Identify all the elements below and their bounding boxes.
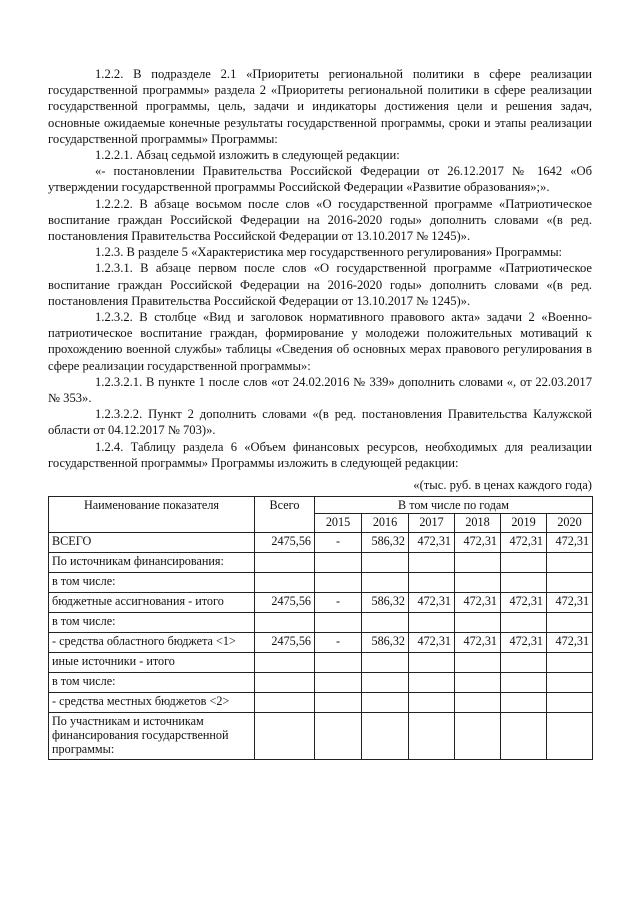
- row-value: 472,31: [547, 533, 593, 553]
- header-year: 2018: [455, 514, 501, 533]
- row-value: [315, 673, 362, 693]
- row-value: [362, 713, 409, 760]
- row-value: [315, 613, 362, 633]
- row-value: [501, 713, 547, 760]
- row-value: [362, 613, 409, 633]
- row-value: [501, 553, 547, 573]
- row-value: 472,31: [455, 633, 501, 653]
- row-value: -: [315, 633, 362, 653]
- table-row: [49, 673, 593, 693]
- row-value: 472,31: [409, 633, 455, 653]
- row-name: ВСЕГО: [49, 533, 255, 553]
- row-name: По источникам финансирования:: [49, 553, 255, 573]
- row-value: [409, 613, 455, 633]
- row-value: 472,31: [547, 633, 593, 653]
- table-header-row: [49, 497, 593, 514]
- paragraph-1-2-2-2: 1.2.2.2. В абзаце восьмом после слов «О государственной программе «Патриотическое воспитание граждан Российской Федерации на 2016-2020 годы» дополнить словами «(в ред. постановления Правительства Российской Федерации от 13.10.2017 № 1245)».: [48, 196, 592, 244]
- row-value: [455, 573, 501, 593]
- row-value: [315, 713, 362, 760]
- row-value: [362, 653, 409, 673]
- finance-table: [48, 496, 593, 760]
- paragraph-1-2-3-2-2: 1.2.3.2.2. Пункт 2 дополнить словами «(в ред. постановления Правительства Калужской области от 04.12.2017 № 703)».: [48, 407, 592, 438]
- row-value: [455, 693, 501, 713]
- row-value: 472,31: [501, 533, 547, 553]
- document-page: [48, 66, 592, 760]
- row-value: 586,32: [362, 593, 409, 613]
- row-value: [455, 713, 501, 760]
- row-name: - средства местных бюджетов <2>: [49, 693, 255, 713]
- row-value: [547, 693, 593, 713]
- row-value: [501, 673, 547, 693]
- row-name: в том числе:: [49, 613, 255, 633]
- row-value: [501, 573, 547, 593]
- row-value: 472,31: [501, 633, 547, 653]
- header-year: 2020: [547, 514, 593, 533]
- row-value: [409, 553, 455, 573]
- row-value: 472,31: [455, 533, 501, 553]
- row-value: -: [315, 533, 362, 553]
- table-row: [49, 573, 593, 593]
- header-year: 2016: [362, 514, 409, 533]
- header-year: 2017: [409, 514, 455, 533]
- table-row: [49, 613, 593, 633]
- row-total: [255, 693, 315, 713]
- row-total: 2475,56: [255, 633, 315, 653]
- table-row: [49, 553, 593, 573]
- row-value: 472,31: [501, 593, 547, 613]
- paragraph-1-2-3-1: 1.2.3.1. В абзаце первом после слов «О государственной программе «Патриотическое воспитание граждан Российской Федерации на 2016-2020 годы» дополнить словами «(в ред. постановления Правительства Российской Федерации от 13.10.2017 № 1245)».: [48, 261, 592, 308]
- row-value: [362, 553, 409, 573]
- row-value: [315, 573, 362, 593]
- row-value: [409, 573, 455, 593]
- row-value: [501, 613, 547, 633]
- paragraph-1-2-3-2-1: 1.2.3.2.1. В пункте 1 после слов «от 24.02.2016 № 339» дополнить словами «, от 22.03.2017 № 353».: [48, 374, 592, 406]
- row-value: 586,32: [362, 533, 409, 553]
- row-value: [547, 613, 593, 633]
- row-value: 472,31: [409, 593, 455, 613]
- row-value: [362, 673, 409, 693]
- row-total: [255, 553, 315, 573]
- paragraph-1-2-4: 1.2.4. Таблицу раздела 6 «Объем финансовых ресурсов, необходимых для реализации государственной программы» Программы изложить в следующей редакции:: [48, 439, 592, 470]
- row-value: [409, 653, 455, 673]
- row-value: 586,32: [362, 633, 409, 653]
- row-name: - средства областного бюджета <1>: [49, 633, 255, 653]
- row-value: [547, 553, 593, 573]
- row-value: [315, 553, 362, 573]
- row-name: в том числе:: [49, 573, 255, 593]
- row-value: -: [315, 593, 362, 613]
- row-value: [547, 713, 593, 760]
- row-total: 2475,56: [255, 593, 315, 613]
- row-total: [255, 713, 315, 760]
- row-total: [255, 573, 315, 593]
- header-total: Всего: [255, 497, 315, 533]
- row-value: [455, 673, 501, 693]
- row-value: [547, 573, 593, 593]
- row-total: 2475,56: [255, 533, 315, 553]
- row-value: [315, 653, 362, 673]
- header-name: Наименование показателя: [49, 497, 255, 533]
- table-row: [49, 693, 593, 713]
- row-name: По участникам и источникам финансирования государственной программы:: [49, 713, 255, 760]
- row-value: [547, 653, 593, 673]
- row-total: [255, 613, 315, 633]
- table-row: [49, 653, 593, 673]
- row-value: [409, 673, 455, 693]
- row-name: бюджетные ассигнования - итого: [49, 593, 255, 613]
- paragraph-quote-1642: «- постановлении Правительства Российской Федерации от 26.12.2017 № 1642 «Об утверждении государственной программы Российской Федерации «Развитие образования»;».: [48, 164, 592, 195]
- table-row: [49, 713, 593, 760]
- row-value: [501, 693, 547, 713]
- row-name: в том числе:: [49, 673, 255, 693]
- row-value: [315, 693, 362, 713]
- row-value: [409, 713, 455, 760]
- paragraph-1-2-2: 1.2.2. В подразделе 2.1 «Приоритеты региональной политики в сфере реализации государственной программы» раздела 2 «Приоритеты региональной политики в сфере реализации государственной программы, цель, задачи и индикаторы достижения цели и решения задач, основные ожидаемые конечные результаты государственной программы, сроки и этапы реализации государственной программы» Программы:: [48, 67, 592, 146]
- row-total: [255, 673, 315, 693]
- row-value: 472,31: [409, 533, 455, 553]
- header-year: 2015: [315, 514, 362, 533]
- row-value: 472,31: [547, 593, 593, 613]
- row-value: [547, 673, 593, 693]
- row-value: [455, 553, 501, 573]
- paragraph-1-2-3-2: 1.2.3.2. В столбце «Вид и заголовок нормативного правового акта» задачи 2 «Военно-патриотическое воспитание граждан, формирование у молодежи положительных мотиваций к прохождению военной службы» таблицы «Сведения об основных мерах правового регулирования в сфере реализации государственной программы»:: [48, 310, 592, 373]
- row-value: [455, 613, 501, 633]
- row-value: [362, 573, 409, 593]
- row-name: иные источники - итого: [49, 653, 255, 673]
- row-value: [501, 653, 547, 673]
- table-row: [49, 533, 593, 553]
- table-row: [49, 633, 593, 653]
- row-value: [409, 693, 455, 713]
- paragraph-1-2-2-1: 1.2.2.1. Абзац седьмой изложить в следующей редакции:: [95, 148, 400, 163]
- row-total: [255, 653, 315, 673]
- paragraph-1-2-3: 1.2.3. В разделе 5 «Характеристика мер государственного регулирования» Программы:: [95, 245, 563, 260]
- header-by-years: В том числе по годам: [315, 497, 593, 514]
- row-value: [362, 693, 409, 713]
- row-value: [455, 653, 501, 673]
- row-value: 472,31: [455, 593, 501, 613]
- header-year: 2019: [501, 514, 547, 533]
- table-row: [49, 593, 593, 613]
- table-unit-note: «(тыс. руб. в ценах каждого года): [413, 478, 592, 493]
